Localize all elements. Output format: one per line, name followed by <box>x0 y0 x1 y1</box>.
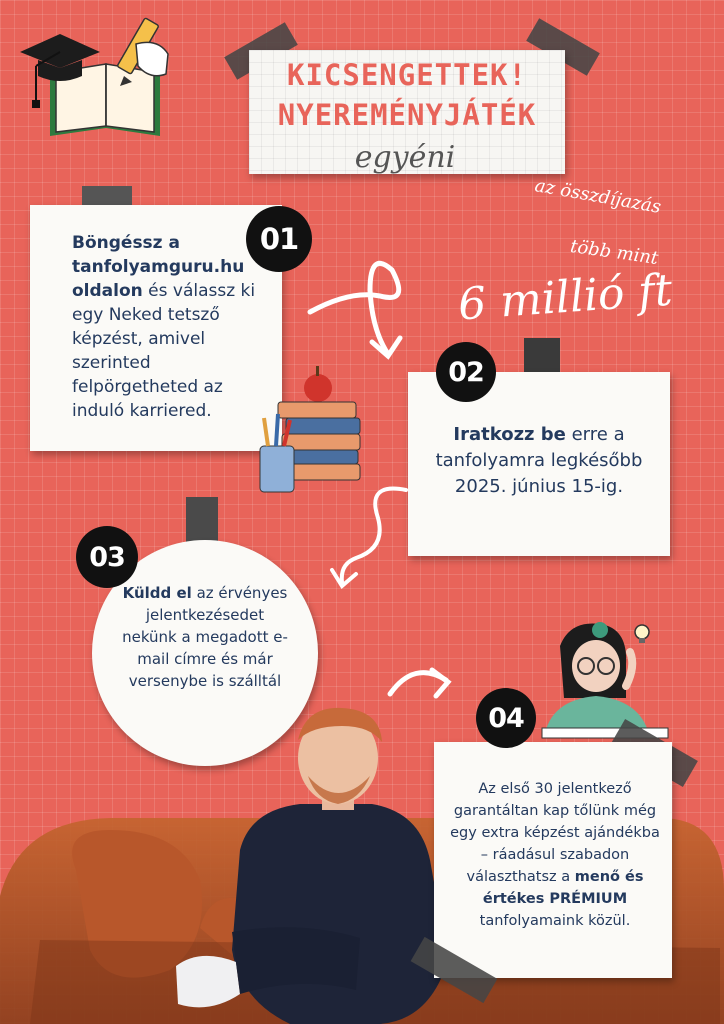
step-03-bold: Küldd el <box>122 584 192 602</box>
title-subtitle: egyéni <box>354 140 456 175</box>
prize-amount: 6 millió ft <box>456 264 674 331</box>
step-01-text <box>72 231 272 423</box>
step-02-rest: erre a tanfolyamra legkésőbb 2025. június 15-ig. <box>435 424 643 497</box>
title-line-1: KICSENGETTEK! <box>287 58 527 92</box>
step-04-text <box>450 778 660 932</box>
arrow-icon <box>300 250 420 370</box>
step-04-badge: 04 <box>476 688 536 748</box>
apple-books-icon <box>256 362 366 496</box>
step-03-badge: 03 <box>76 526 138 588</box>
arrow-icon <box>384 654 464 704</box>
step-03-text <box>122 582 288 692</box>
prize-note-line-1: az összdíjazás <box>533 175 663 218</box>
step-02-bold: Iratkozz be <box>453 424 566 445</box>
step-01-bold: Böngéssz a tanfolyamguru.hu oldalon <box>72 233 245 301</box>
step-04-bold: menő és értékes PRÉMIUM <box>482 869 644 907</box>
step-02-card <box>408 372 670 556</box>
pencil-cup-icon <box>260 414 294 492</box>
graduation-book-illustration <box>18 14 188 144</box>
prize-note-line-2: több mint <box>568 235 660 270</box>
step-04-lead: Az első 30 jelentkező garantáltan kap tőlünk még egy extra képzést ajándékba – ráadásul szabadon választhatsz a <box>450 781 660 885</box>
step-01-badge: 01 <box>246 206 312 272</box>
step-03-rest: az érvényes jelentkezésedet nekünk a megadott e-mail címre és már versenybe is szálltál <box>122 584 288 690</box>
step-04-rest: tanfolyamaink közül. <box>479 913 631 929</box>
lightbulb-icon <box>635 625 649 643</box>
arrow-icon <box>326 478 426 598</box>
step-01-card <box>30 205 282 451</box>
step-02-badge: 02 <box>436 342 496 402</box>
step-04-card <box>434 742 672 978</box>
step-02-text <box>430 422 648 500</box>
step-01-rest: és válassz ki egy Neked tetsző képzést, amivel szerinted felpörgetheted az induló karriered. <box>72 281 256 421</box>
title-line-2: NYEREMÉNYJÁTÉK <box>277 98 537 132</box>
